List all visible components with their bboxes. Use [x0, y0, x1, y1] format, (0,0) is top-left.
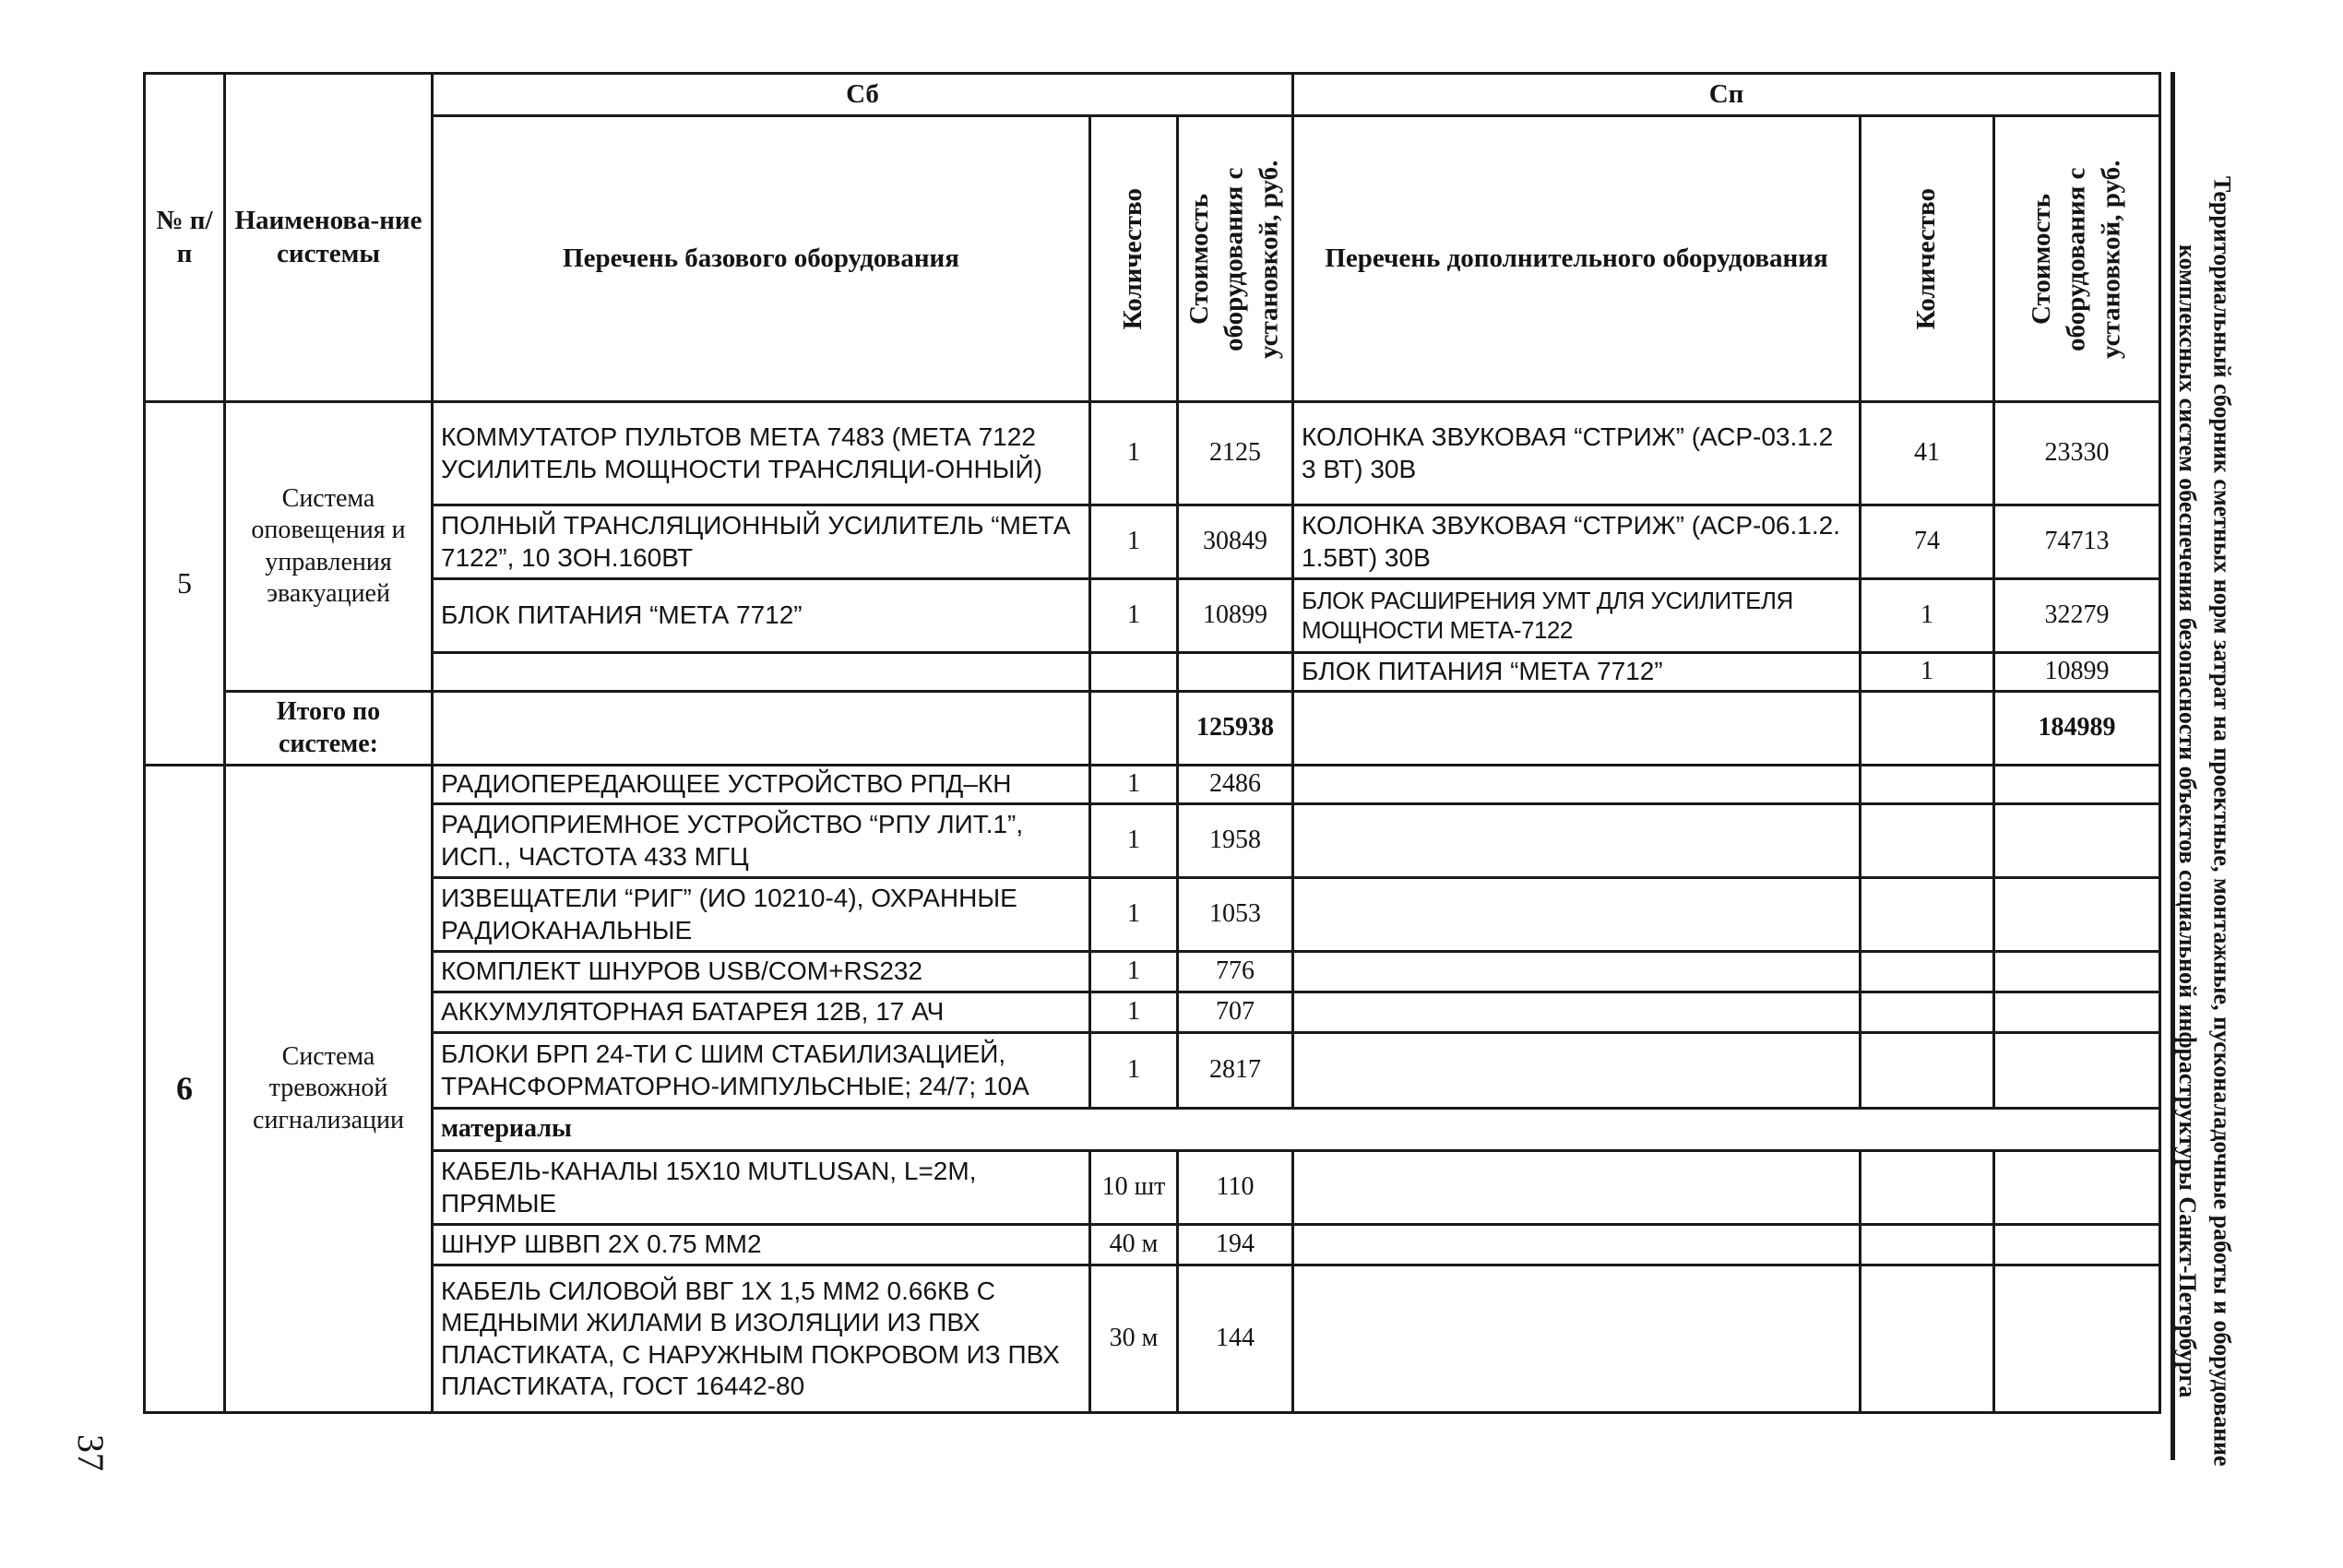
equipment-table-wrapper: [143, 72, 2161, 1414]
extra-item: [1293, 766, 1861, 804]
table-row: [145, 992, 2160, 1033]
header-extra-qty-text: Количество: [1911, 187, 1942, 330]
total-label: Итого по системе:: [225, 692, 433, 766]
extra-item: [1293, 804, 1861, 878]
table-row: [145, 878, 2160, 952]
base-item: ИЗВЕЩАТЕЛИ “РИГ” (ИО 10210-4), ОХРАННЫЕ РАДИОКАНАЛЬНЫЕ: [433, 878, 1090, 952]
extra-item: БЛОК РАСШИРЕНИЯ УМТ ДЛЯ УСИЛИТЕЛЯ МОЩНОСТИ МЕТА-7122: [1293, 579, 1861, 653]
extra-item: [1293, 1033, 1861, 1109]
extra-cost: 10899: [1994, 653, 2160, 692]
extra-cost: [1994, 1265, 2160, 1413]
extra-cost: [1994, 1225, 2160, 1265]
side-title-text: [2170, 176, 2239, 1467]
empty-cell: [1293, 692, 1861, 766]
base-qty: 1: [1090, 766, 1178, 804]
extra-qty: [1861, 1033, 1994, 1109]
base-cost: 707: [1178, 992, 1293, 1033]
header-extra-cost-text: Стоимость оборудования с установкой, руб.: [2026, 159, 2126, 359]
base-qty: 1: [1090, 505, 1178, 579]
base-cost: 2817: [1178, 1033, 1293, 1109]
extra-qty: 1: [1861, 579, 1994, 653]
materials-label: материалы: [433, 1109, 2160, 1151]
extra-item: [1293, 1265, 1861, 1413]
extra-qty: 41: [1861, 402, 1994, 505]
base-cost: 30849: [1178, 505, 1293, 579]
table-row: [145, 402, 2160, 505]
header-group-sb: Сб: [433, 74, 1293, 116]
header-base-cost-text: Стоимость оборудования с установкой, руб.: [1184, 159, 1284, 359]
base-item: БЛОК ПИТАНИЯ “МЕТА 7712”: [433, 579, 1090, 653]
materials-section-row: [145, 1109, 2160, 1151]
header-base-qty-text: Количество: [1118, 187, 1148, 330]
extra-qty: 74: [1861, 505, 1994, 579]
system-number: 6: [145, 766, 225, 1413]
material-cost: 144: [1178, 1265, 1293, 1413]
group-header-row: [145, 74, 2160, 116]
base-cost: 10899: [1178, 579, 1293, 653]
side-title-line1: Территориальный сборник сметных норм затрат на проектные, монтажные, пусконаладочные работы и оборудование: [2208, 175, 2236, 1467]
table-row: [145, 1265, 2160, 1413]
extra-cost: 23330: [1994, 402, 2160, 505]
base-item: БЛОКИ БРП 24-ТИ С ШИМ СТАБИЛИЗАЦИЕЙ, ТРАНСФОРМАТОРНО-ИМПУЛЬСНЫЕ; 24/7; 10А: [433, 1033, 1090, 1109]
system-name: Система тревожной сигнализации: [225, 766, 433, 1413]
extra-qty: [1861, 1265, 1994, 1413]
header-extra-cost: [1994, 116, 2160, 402]
table-row: [145, 1033, 2160, 1109]
table-row: [145, 505, 2160, 579]
extra-cost: [1994, 804, 2160, 878]
base-qty: 1: [1090, 579, 1178, 653]
table-row: [145, 1225, 2160, 1265]
base-qty: 1: [1090, 804, 1178, 878]
extra-cost: [1994, 1151, 2160, 1225]
header-system-name: Наименова-ние системы: [225, 74, 433, 402]
side-title: [2159, 157, 2251, 1485]
base-qty: 1: [1090, 992, 1178, 1033]
extra-cost: 74713: [1994, 505, 2160, 579]
base-cost: 2486: [1178, 766, 1293, 804]
system-number: 5: [145, 402, 225, 766]
extra-item: КОЛОНКА ЗВУКОВАЯ “СТРИЖ” (АСР-06.1.2. 1.5ВТ) 30В: [1293, 505, 1861, 579]
extra-cost: [1994, 952, 2160, 992]
base-cost: 2125: [1178, 402, 1293, 505]
extra-item: [1293, 1225, 1861, 1265]
base-qty: [1090, 653, 1178, 692]
total-base-cost: 125938: [1178, 692, 1293, 766]
extra-cost: [1994, 878, 2160, 952]
extra-qty: [1861, 878, 1994, 952]
extra-qty: [1861, 766, 1994, 804]
material-item: КАБЕЛЬ СИЛОВОЙ ВВГ 1Х 1,5 ММ2 0.66КВ С МЕДНЫМИ ЖИЛАМИ В ИЗОЛЯЦИИ ИЗ ПВХ ПЛАСТИКАТА, С НАРУЖНЫМ ПОКРОВОМ ИЗ ПВХ ПЛАСТИКАТА, ГОСТ 16442-80: [433, 1265, 1090, 1413]
base-item: РАДИОПРИЕМНОЕ УСТРОЙСТВО “РПУ ЛИТ.1”, ИСП., ЧАСТОТА 433 МГЦ: [433, 804, 1090, 878]
empty-cell: [1090, 692, 1178, 766]
base-cost: 776: [1178, 952, 1293, 992]
material-qty: 40 м: [1090, 1225, 1178, 1265]
base-qty: 1: [1090, 878, 1178, 952]
header-base-qty: [1090, 116, 1178, 402]
table-row: [145, 952, 2160, 992]
base-qty: 1: [1090, 1033, 1178, 1109]
extra-item: КОЛОНКА ЗВУКОВАЯ “СТРИЖ” (АСР-03.1.2 3 ВТ) 30В: [1293, 402, 1861, 505]
table-row: [145, 1151, 2160, 1225]
extra-qty: [1861, 804, 1994, 878]
side-title-line2: комплексных систем обеспечения безопасности объектов социальной инфраструктуры Санкт-Петербурга: [2174, 244, 2201, 1398]
base-item: РАДИОПЕРЕДАЮЩЕЕ УСТРОЙСТВО РПД–КН: [433, 766, 1090, 804]
material-cost: 110: [1178, 1151, 1293, 1225]
base-item: КОММУТАТОР ПУЛЬТОВ МЕТА 7483 (МЕТА 7122 УСИЛИТЕЛЬ МОЩНОСТИ ТРАНСЛЯЦИ-ОННЫЙ): [433, 402, 1090, 505]
total-row: [145, 692, 2160, 766]
extra-item: [1293, 1151, 1861, 1225]
base-item: ПОЛНЫЙ ТРАНСЛЯЦИОННЫЙ УСИЛИТЕЛЬ “МЕТА 7122”, 10 ЗОН.160ВТ: [433, 505, 1090, 579]
material-qty: 30 м: [1090, 1265, 1178, 1413]
header-base-cost: [1178, 116, 1293, 402]
table-row: [145, 579, 2160, 653]
total-extra-cost: 184989: [1994, 692, 2160, 766]
extra-qty: 1: [1861, 653, 1994, 692]
extra-cost: [1994, 1033, 2160, 1109]
extra-item: [1293, 952, 1861, 992]
base-cost: 1053: [1178, 878, 1293, 952]
table-row: [145, 653, 2160, 692]
table-row: [145, 766, 2160, 804]
material-qty: 10 шт: [1090, 1151, 1178, 1225]
extra-qty: [1861, 1225, 1994, 1265]
column-header-row: [145, 116, 2160, 402]
system-name: Система оповещения и управления эвакуацией: [225, 402, 433, 692]
extra-cost: [1994, 992, 2160, 1033]
header-extra-qty: [1861, 116, 1994, 402]
extra-cost: [1994, 766, 2160, 804]
base-qty: 1: [1090, 952, 1178, 992]
extra-item: БЛОК ПИТАНИЯ “МЕТА 7712”: [1293, 653, 1861, 692]
material-item: ШНУР ШВВП 2Х 0.75 ММ2: [433, 1225, 1090, 1265]
empty-cell: [433, 692, 1090, 766]
base-cost: [1178, 653, 1293, 692]
extra-item: [1293, 878, 1861, 952]
extra-qty: [1861, 992, 1994, 1033]
extra-qty: [1861, 952, 1994, 992]
material-cost: 194: [1178, 1225, 1293, 1265]
header-extra-list: Перечень дополнительного оборудования: [1293, 116, 1861, 402]
header-base-list: Перечень базового оборудования: [433, 116, 1090, 402]
base-item: КОМПЛЕКТ ШНУРОВ USB/COM+RS232: [433, 952, 1090, 992]
extra-qty: [1861, 1151, 1994, 1225]
equipment-table: [143, 72, 2161, 1414]
base-item: [433, 653, 1090, 692]
empty-cell: [1861, 692, 1994, 766]
header-num: № п/п: [145, 74, 225, 402]
base-cost: 1958: [1178, 804, 1293, 878]
base-qty: 1: [1090, 402, 1178, 505]
table-row: [145, 804, 2160, 878]
material-item: КАБЕЛЬ-КАНАЛЫ 15Х10 MUTLUSAN, L=2М, ПРЯМЫЕ: [433, 1151, 1090, 1225]
header-group-sp: Сп: [1293, 74, 2160, 116]
page-number: 37: [70, 1434, 112, 1471]
extra-cost: 32279: [1994, 579, 2160, 653]
base-item: АККУМУЛЯТОРНАЯ БАТАРЕЯ 12В, 17 АЧ: [433, 992, 1090, 1033]
extra-item: [1293, 992, 1861, 1033]
